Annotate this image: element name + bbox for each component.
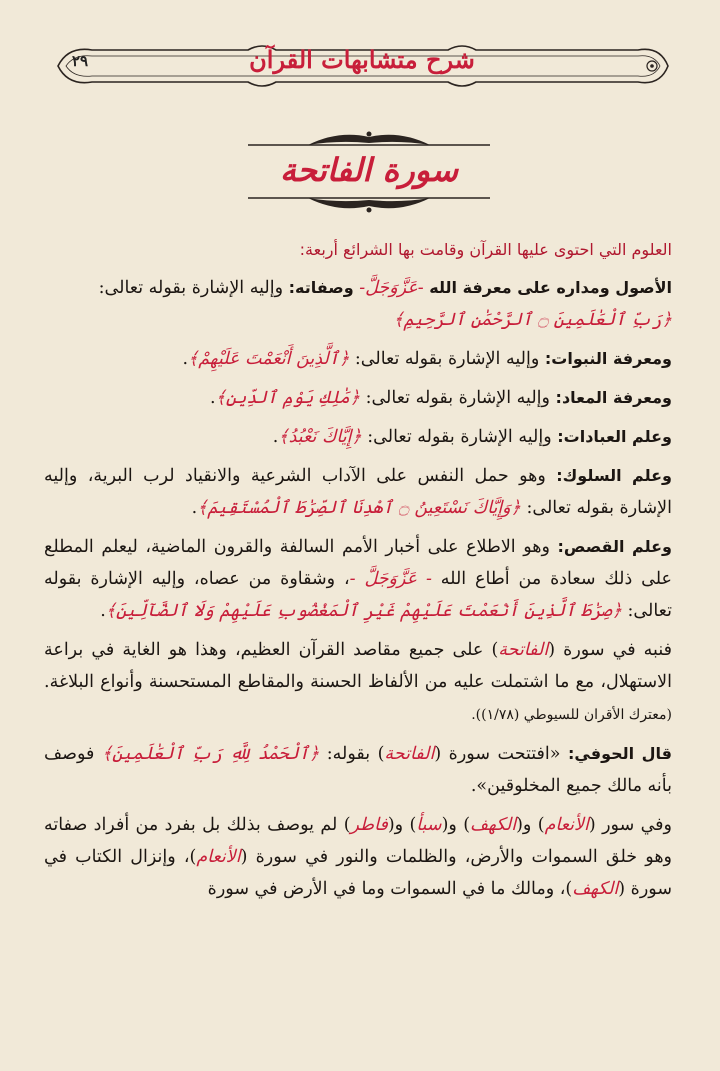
quran-verse: ﴿مَٰلِكِ يَوْمِ ٱلدِّينِ﴾ [215, 388, 361, 408]
surah-title: سورة الفاتحة [280, 151, 458, 189]
paragraph-suwar [44, 809, 672, 905]
quran-verse: ﴿صِرَٰطَ ٱلَّذِينَ أَنْعَمْتَ عَلَيْهِمْ غَيْرِ ٱلْمَغْضُوبِ عَلَيْهِمْ وَلَا ٱلضَّآلِّينَ﴾ [105, 601, 622, 621]
surah-name: سبأ [416, 815, 442, 835]
citation: (معترك الأقران للسيوطي (١/٧٨)). [471, 707, 672, 723]
quran-verse: ﴿ٱلْحَمْدُ لِلَّهِ رَبِّ ٱلْعَٰلَمِينَ﴾ [101, 744, 320, 764]
page-header [48, 40, 676, 92]
term-usul: الأصول ومداره على معرفة الله [429, 278, 672, 297]
term-nubuwwat: ومعرفة النبوات: [544, 349, 672, 368]
paragraph-text: وإليه الإشارة بقوله تعالى: [349, 349, 545, 369]
surah-heading [248, 128, 490, 218]
surah-name: الأنعام [544, 815, 589, 835]
paragraph-text: ، وشقاوة من عصاه، وإليه الإشارة بقوله تعالى: [44, 569, 672, 621]
surah-name: الكهف [572, 879, 619, 899]
paragraph-text: وإليه الإشارة بقوله تعالى: [360, 388, 556, 408]
intro-line: العلوم التي احتوى عليها القرآن وقامت بها الشرائع أربعة: [299, 240, 672, 259]
surah-name: فاطر [350, 815, 388, 835]
paragraph-text: ) بقوله: [319, 744, 385, 764]
paragraph-usul [44, 272, 672, 336]
quran-verse: ﴿رَبِّ ٱلْعَٰلَمِينَ ۝ ٱلرَّحْمَٰنِ ٱلرَّحِيمِ﴾ [393, 310, 672, 330]
paragraph-text: ) و( [441, 815, 471, 835]
quran-verse: ﴿وَإِيَّاكَ نَسْتَعِينُ ۝ ٱهْدِنَا ٱلصِّرَٰطَ ٱلْمُسْتَقِيمَ﴾ [197, 498, 521, 518]
paragraph-text: وهو حمل النفس على الآداب الشرعية والانقياد لرب البرية، وإليه الإشارة بقوله تعالى: [44, 466, 672, 518]
paragraph-summary [44, 634, 672, 731]
surah-name: الأنعام [196, 847, 241, 867]
term-qasas: وعلم القصص: [557, 537, 672, 556]
body-text [44, 230, 672, 912]
surah-name: الكهف [470, 815, 517, 835]
quran-verse: ﴿إِيَّاكَ نَعْبُدُ﴾ [278, 427, 362, 447]
term-suluk: وعلم السلوك: [556, 466, 673, 485]
term-ibadat: وعلم العبادات: [557, 427, 672, 446]
paragraph-text: ) و( [387, 815, 417, 835]
term-maad: ومعرفة المعاد: [555, 388, 672, 407]
paragraph-suluk: وعلم السلوك: وهو حمل النفس على الآداب الشرعية والانقياد لرب البرية، وإليه الإشارة بقوله تعالى: ﴿وَإِيَّاكَ نَسْتَعِينُ ۝ ٱهْدِنَا ٱلصِّرَٰطَ ٱلْمُسْتَقِيمَ﴾. [44, 466, 673, 518]
page-number: ٢٩ [71, 52, 89, 70]
paragraph-text: «افتتحت سورة ( [434, 744, 568, 764]
paragraph-text: وهو الاطلاع على أخبار الأمم السالفة والقرون الماضية، ليعلم المطلع على ذلك سعادة من أطاع الله [44, 537, 672, 589]
paragraph-hawfi [44, 738, 672, 802]
honorific: -عَزَّوَجَلَّ- [359, 278, 424, 298]
paragraph-text: وإليه الإشارة بقوله تعالى: [98, 278, 289, 298]
paragraph-text: وفي سور ( [588, 815, 672, 835]
paragraph-text: وإليه الإشارة بقوله تعالى: [361, 427, 558, 447]
paragraph-text: )، ومالك ما في السموات وما في الأرض في سورة [207, 879, 573, 899]
term-hawfi: قال الحوفي: [568, 744, 672, 763]
term-sifat: وصفاته: [288, 278, 354, 297]
surah-name: الفاتحة [498, 640, 549, 660]
paragraph-text: ) لم يوصف بذلك بل بفرد من أفراد صفاته وهو خلق السموات والأرض، والظلمات والنور في سورة ( [44, 815, 673, 867]
paragraph-text: ) و( [516, 815, 545, 835]
paragraph-nubuwwat: ومعرفة النبوات: وإليه الإشارة بقوله تعالى: ﴿ٱلَّذِينَ أَنْعَمْتَ عَلَيْهِمْ﴾. [182, 349, 672, 369]
honorific: - عَزَّوَجَلَّ - [349, 569, 432, 589]
surah-name: الفاتحة [384, 744, 435, 764]
paragraph-text: فنبه في سورة ( [548, 640, 672, 660]
paragraph-maad: ومعرفة المعاد: وإليه الإشارة بقوله تعالى: ﴿مَٰلِكِ يَوْمِ ٱلدِّينِ﴾. [210, 388, 672, 408]
paragraph-qasas: وعلم القصص: وهو الاطلاع على أخبار الأمم السالفة والقرون الماضية، ليعلم المطلع على ذلك سعادة من أطاع الله - عَزَّوَجَلَّ -، وشقاوة من عصاه، وإليه الإشارة بقوله تعالى: ﴿صِرَٰطَ ٱلَّذِينَ أَنْعَمْتَ عَلَيْهِمْ غَيْرِ ٱلْمَغْضُوبِ عَلَيْهِمْ وَلَا ٱلضَّآلِّينَ﴾. [44, 537, 672, 621]
paragraph-text: ) على جميع مقاصد القرآن العظيم، وهذا هو الغاية في براعة الاستهلال، مع ما اشتملت عليه من الألفاظ الحسنة والمقاطع المستحسنة وأنواع البلاغة. [44, 640, 672, 692]
paragraph-ibadat: وعلم العبادات: وإليه الإشارة بقوله تعالى: ﴿إِيَّاكَ نَعْبُدُ﴾. [272, 427, 672, 447]
running-title: شرح متشابهات القرآن [249, 45, 475, 74]
paragraph-text: )، وإنزال الكتاب في سورة ( [44, 847, 672, 899]
quran-verse: ﴿ٱلَّذِينَ أَنْعَمْتَ عَلَيْهِمْ﴾ [188, 349, 350, 369]
paragraph-text: فوصف بأنه مالك جميع المخلوقين». [44, 744, 672, 796]
